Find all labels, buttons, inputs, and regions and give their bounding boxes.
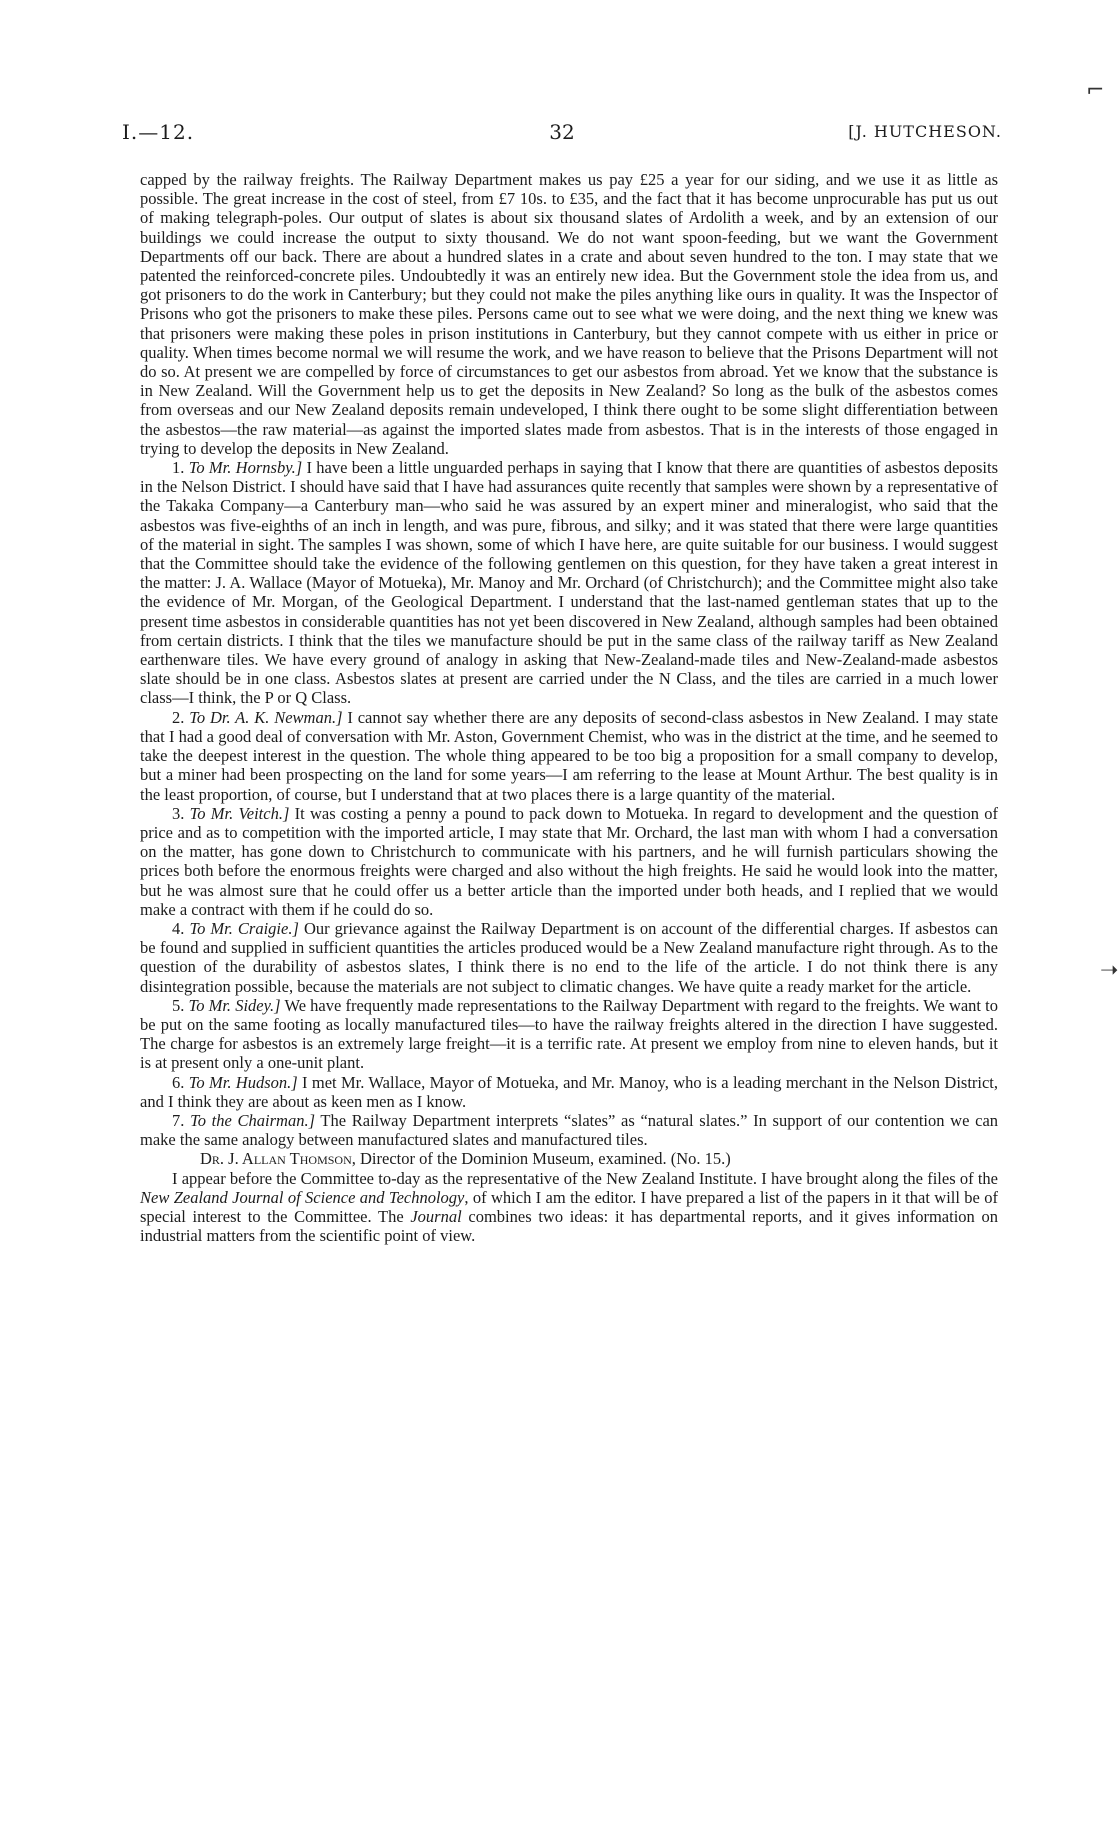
statement-text: combines two ideas: it has departmental reports, and it gives information on industrial matters from the scientific point of view. bbox=[140, 1206, 998, 1246]
answer-number: 7. bbox=[172, 1110, 185, 1130]
paragraph-answer-5 bbox=[140, 996, 998, 1073]
questioner: To Mr. Veitch.] bbox=[189, 803, 290, 823]
answer-number: 5. bbox=[172, 995, 185, 1015]
paragraph-answer-4 bbox=[140, 919, 998, 996]
witness-name: [J. HUTCHESON. bbox=[848, 122, 1002, 141]
paragraph-continued: capped by the railway freights. The Railway Department makes us pay £25 a year for our siding, and we use it as little as possible. The great increase in the cost of steel, from £7 10s. to £35, and the fact that it has become unprocurable has put us out of making telegraph-poles. Our output of slates is about six thousand slates of Ardolith a week, and by an extension of our buildings we could increase the output to sixty thousand. We do not want spoon-feeding, but we want the Government Departments off our back. There are about a hundred slates in a crate and about seven hundred to the ton. I may state that we patented the reinforced-concrete piles. Undoubtedly it was an entirely new idea. But the Government stole the idea from us, and got prisoners to do the work in Canterbury; but they could not make the piles anything like ours in quality. It was the Inspector of Prisons who got the prisoners to make these piles. Persons came out to see what we were doing, and the next thing we knew was that prisoners were making these poles in prison institutions in Canterbury, but they cannot compete with us either in price or quality. When times become normal we will resume the work, and we have reason to believe that the Prisons Department will not do so. At present we are compelled by force of circumstances to get our asbestos from abroad. Yet we know that the substance is in New Zealand. Will the Government help us to get the deposits in New Zealand? So long as the bulk of the asbestos comes from overseas and our New Zealand deposits remain undeveloped, I think there ought to be some slight differentiation between the asbestos—the raw material—as against the imported slates made from asbestos. That is in the interests of those engaged in trying to develop the deposits in New Zealand. bbox=[140, 170, 998, 458]
answer-number: 4. bbox=[172, 918, 185, 938]
answer-number: 1. bbox=[172, 458, 185, 478]
margin-mark: ➝ bbox=[1100, 958, 1118, 983]
questioner: To Mr. Sidey.] bbox=[188, 995, 281, 1015]
journal-title: New Zealand Journal of Science and Technology bbox=[140, 1187, 465, 1207]
answer-number: 2. bbox=[172, 707, 185, 727]
witness-heading bbox=[140, 1149, 998, 1168]
paragraph-answer-2 bbox=[140, 708, 998, 804]
questioner: To Mr. Hornsby.] bbox=[188, 458, 303, 478]
paragraph-statement bbox=[140, 1169, 998, 1246]
journal-short-title: Journal bbox=[410, 1206, 462, 1226]
questioner: To Mr. Craigie.] bbox=[189, 918, 299, 938]
answer-text: We have frequently made representations to the Railway Department with regard to the freights. We want to be put on the same footing as locally manufactured tiles—to have the railway freights altered in the direction I have suggested. The charge for asbestos is an extremely large freight—it is a terrific rate. At present we employ from nine to eleven hands, but it is at present only a one-unit plant. bbox=[140, 995, 998, 1073]
answer-number: 6. bbox=[172, 1072, 185, 1092]
answer-text: It was costing a penny a pound to pack down to Motueka. In regard to development and the question of price and as to competition with the imported article, I may state that Mr. Orchard, the last man with whom I had a conversation on the matter, has gone down to Christchurch to communicate with his partners, and he will furnish particulars showing the prices both before the enormous freights were charged and also without the high freights. He said he would look into the matter, but he was almost sure that he could offer us a better article than the imported under both heads, and I replied that we would make a contract with them if he could do so. bbox=[140, 803, 998, 919]
paragraph-answer-7 bbox=[140, 1111, 998, 1149]
questioner: To Dr. A. K. Newman.] bbox=[189, 707, 343, 727]
answer-text: I cannot say whether there are any deposits of second-class asbestos in New Zealand. I may state that I had a good deal of conversation with Mr. Aston, Government Chemist, who was in the district at the time, and he seemed to take the deepest interest in the question. The whole thing appeared to be too big a proposition for a small company to develop, but a miner had been prospecting on the land for some years—I am referring to the lease at Mount Arthur. The best quality is in the least proportion, of course, but I understand that at two places there is a large quantity of the material. bbox=[140, 707, 999, 804]
witness-heading-detail: , Director of the Dominion Museum, examined. (No. 15.) bbox=[351, 1149, 731, 1169]
answer-text: The Railway Department interprets “slates” as “natural slates.” In support of our contention we can make the same analogy between manufactured slates and manufactured tiles. bbox=[140, 1110, 999, 1150]
body-text bbox=[140, 170, 998, 1245]
page-number: 32 bbox=[549, 120, 575, 144]
margin-mark: ⌐ bbox=[1086, 78, 1105, 103]
paragraph-answer-6 bbox=[140, 1073, 998, 1111]
questioner: To Mr. Hudson.] bbox=[188, 1072, 298, 1092]
statement-text: , of which I am the editor. I have prepared a list of the papers in it that will be of special interest to the Committee. The bbox=[140, 1187, 998, 1226]
answer-text: Our grievance against the Railway Department is on account of the differential charges. If asbestos can be found and supplied in sufficient quantities the articles produced would be a New Zealand manufacture right through. As to the question of the durability of asbestos slates, I think there is no end to the life of the article. I do not think there is any disintegration possible, because the materials are not subject to climatic changes. We have quite a ready market for the article. bbox=[140, 918, 999, 996]
report-code: I.—12. bbox=[122, 120, 195, 144]
answer-number: 3. bbox=[172, 803, 185, 823]
questioner: To the Chairman.] bbox=[190, 1110, 316, 1130]
answer-text: I have been a little unguarded perhaps in saying that I know that there are quantities of asbestos deposits in the Nelson District. I should have said that I have had assurances quite recently that samples were shown by a representative of the Takaka Company—a Canterbury man—who said he was assured by an expert miner and mineralogist, who said that the asbestos was five-eighths of an inch in length, and was pure, fibrous, and silky; and it was stated that there were large quantities of the material in sight. The samples I was shown, some of which I have here, are quite suitable for our business. I would suggest that the Committee should take the evidence of the following gentlemen on this question, for they have taken a great interest in the matter: J. A. Wallace (Mayor of Motueka), Mr. Manoy and Mr. Orchard (of Christchurch); and the Committee might also take the evidence of Mr. Morgan, of the Geological Department. I understand that the last-named gentleman states that up to the present time asbestos in considerable quantities has not yet been discovered in New Zealand, although samples had been obtained from certain districts. I think that the tiles we manufacture should be put in the same class of the railway tariff as New Zealand earthenware tiles. We have every ground of analogy in asking that New-Zealand-made tiles and New-Zealand-made asbestos slate should be in one class. Asbestos slates at present are carried under the N Class, and the tiles are carried in a much lower class—I think, the P or Q Class. bbox=[140, 458, 999, 708]
page-header bbox=[122, 120, 1002, 150]
paragraph-answer-3 bbox=[140, 804, 998, 919]
paragraph-answer-1 bbox=[140, 458, 998, 708]
witness-heading-name: Dr. J. Allan Thomson bbox=[200, 1149, 352, 1169]
statement-text: I appear before the Committee to-day as the representative of the New Zealand Institute. I have brought along the files of the bbox=[172, 1168, 998, 1188]
answer-text: I met Mr. Wallace, Mayor of Motueka, and Mr. Manoy, who is a leading merchant in the Nelson District, and I think they are about as keen men as I know. bbox=[140, 1072, 999, 1111]
